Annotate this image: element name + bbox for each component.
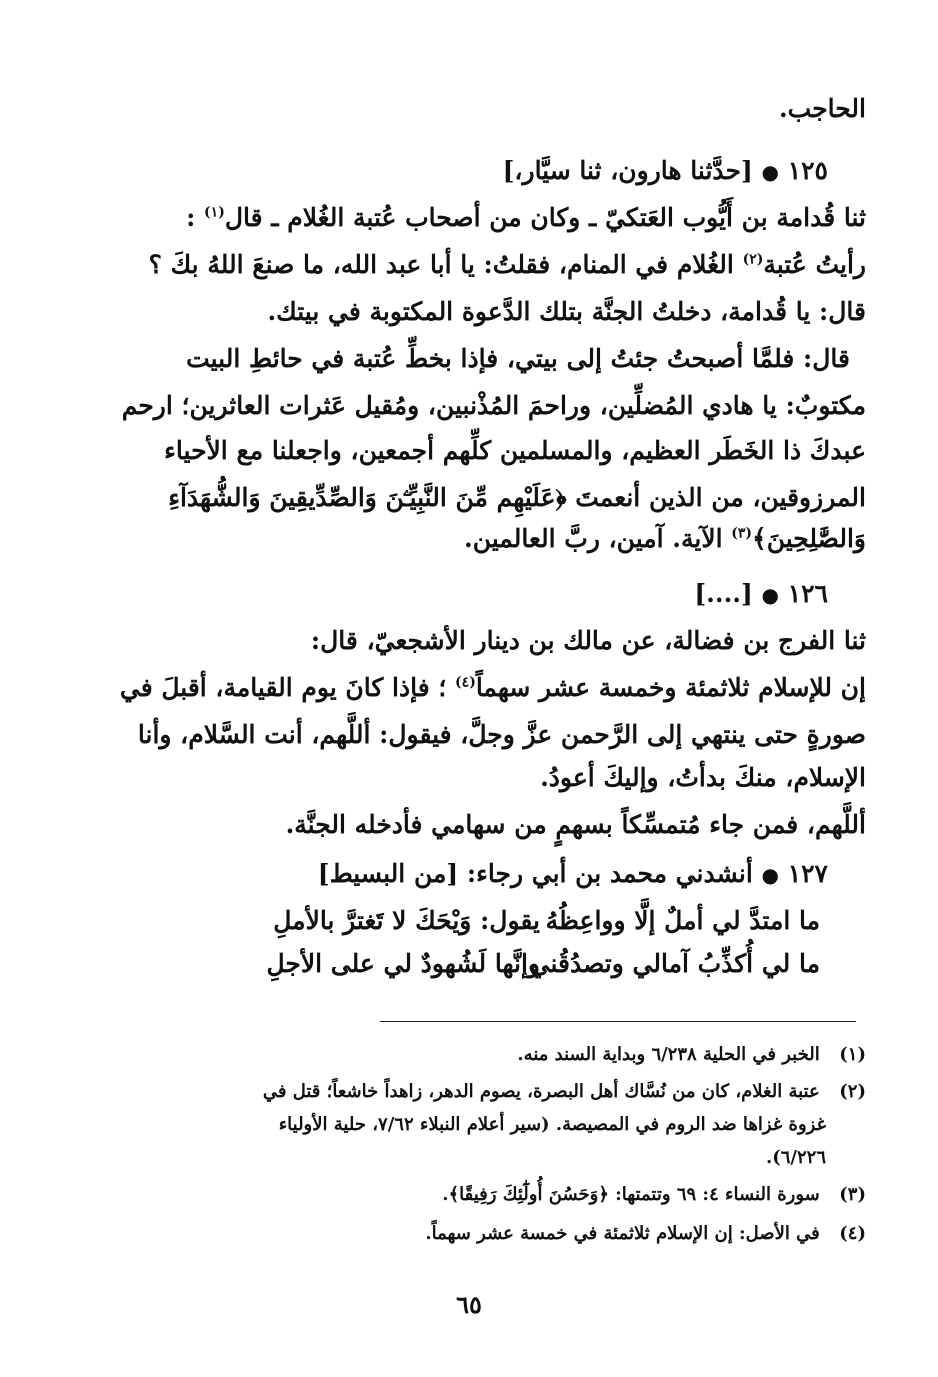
entry-heading xyxy=(694,578,828,611)
footnote-number: (٤) xyxy=(839,1223,866,1244)
bullet-icon: ● xyxy=(761,583,779,607)
text-line: ثنا قُدامة بن أَيُّوب العَتكيّ ـ وكان من أصحاب عُتبة الغُلام ـ قال$^{(١)}$ : xyxy=(186,203,866,232)
page-number: ٦٥ xyxy=(456,1290,482,1319)
footnote-continuation: ٦/٢٢٦). xyxy=(765,1147,826,1168)
text-line: إن للإسلام ثلاثمئة وخمسة عشر سهماً$^{(٤)}$ ؛ فإذا كانَ يوم القيامة، أقبلَ في xyxy=(119,673,866,702)
bullet-icon: ● xyxy=(761,160,779,184)
text-line: قال: فلمَّا أصبحتُ جئتُ إلى بيتي، فإذا بخطِّ عُتبة في حائطِ البيت xyxy=(186,344,850,373)
footnote-number: (٣) xyxy=(839,1184,866,1205)
footnote-number: (٢) xyxy=(839,1081,866,1102)
entry-heading xyxy=(503,155,828,188)
entry-number: ١٢٧ xyxy=(787,859,828,888)
footnote-divider xyxy=(380,1021,856,1022)
entry-isnad-bracket: [....] xyxy=(694,579,753,608)
verse-second-hemistich: وإنَّها لَشُهودٌ لي على الأجلِ xyxy=(266,949,540,978)
footnote-marker: (٣) xyxy=(731,525,753,542)
text-line: قال: يا قُدامة، دخلتُ الجنَّة بتلك الدَّعوة المكتوبة في بيتك. xyxy=(267,297,866,326)
text-line: ثنا الفرج بن فضالة، عن مالك بن دينار الأشجعيّ، قال: xyxy=(310,626,866,655)
text-line: رأيتُ عُتبة$^{(٢)}$ الغُلام في المنام، فقلتُ: يا أبا عبد الله، ما صنعَ اللهُ بكَ ؟ xyxy=(148,250,866,279)
footnote: (٤) في الأصل: إن الإسلام ثلاثمئة في خمسة عشر سهماً. xyxy=(425,1223,866,1244)
entry-heading xyxy=(318,858,828,891)
text-line: الإسلام، منكَ بدأتُ، وإليكَ أعودُ. xyxy=(540,763,866,792)
quran-line: المرزوقين، من الذين أنعمتَ ﴿عَلَيْهِم مِّنَ النَّبِيِّـۧنَ وَالصِّدِّيقِينَ وَالشُّهَدَآءِ xyxy=(168,483,866,512)
footnote-marker: (٢) xyxy=(742,251,764,268)
footnote: (٢) عتبة الغلام، كان من نُسَّاك أهل البصرة، يصوم الدهر، زاهداً خاشعاً؛ قتل في xyxy=(262,1081,866,1102)
quran-fragment: وَالصَّٰلِحِينَ﴾ xyxy=(752,524,866,553)
text-line: وَالصَّٰلِحِينَ﴾$^{(٣)}$ الآية. آمين، ربَّ العالمين. xyxy=(463,524,866,553)
bullet-icon: ● xyxy=(761,863,779,887)
footnote-number: (١) xyxy=(839,1044,866,1065)
entry-number: ١٢٥ xyxy=(787,156,828,185)
verse-first-hemistich: ما لي أُكذِّبُ آمالي وتصدُقُني xyxy=(529,949,820,978)
text-line: مكتوبٌ: يا هادي المُضلِّين، وراحمَ المُذْنبين، ومُقيل عَثرات العاثرين؛ ارحم xyxy=(121,391,866,420)
footnote-marker: (٤) xyxy=(455,674,476,691)
verse-first-hemistich: ما امتدَّ لي أملٌ إلَّا وواعِظُهُ xyxy=(545,906,820,935)
text-line: أللَّهم، فمن جاء مُتمسِّكاً بسهمٍ من سهامي فأدخله الجنَّة. xyxy=(285,810,866,839)
entry-isnad-bracket: [حدَّثنا هارون، ثنا سيَّار،] xyxy=(502,156,753,185)
footnote: (٣) سورة النساء ٤: ٦٩ وتتمتها: ﴿وَحَسُنَ أُولَٰٓئِكَ رَفِيقًا﴾. xyxy=(442,1184,866,1205)
footnote-marker: (١) xyxy=(204,204,225,221)
verse-second-hemistich: يقول: وَيْحَكَ لا تَغترَّ بالأملِ xyxy=(273,906,540,935)
continuation-line: الحاجب. xyxy=(778,94,866,123)
entry-heading-text: أنشدني محمد بن أبي رجاء: [من البسيط] xyxy=(317,859,753,888)
text-line: صورةٍ حتى ينتهي إلى الرَّحمن عزَّ وجلَّ، فيقول: أللَّهم، أنت السَّلام، وأنا xyxy=(137,720,866,749)
entry-number: ١٢٦ xyxy=(787,579,828,608)
footnote-continuation: غزوة غزاها ضد الروم في المصيصة. (سير أعلام النبلاء ٧/٦٢، حلية الأولياء xyxy=(278,1114,826,1135)
text-line: عبدكَ ذا الخَطَر العظيم، والمسلمين كلِّهم أجمعين، واجعلنا مع الأحياء xyxy=(164,436,866,465)
footnote: (١) الخبر في الحلية ٦/٢٣٨ وبداية السند منه. xyxy=(517,1044,866,1065)
